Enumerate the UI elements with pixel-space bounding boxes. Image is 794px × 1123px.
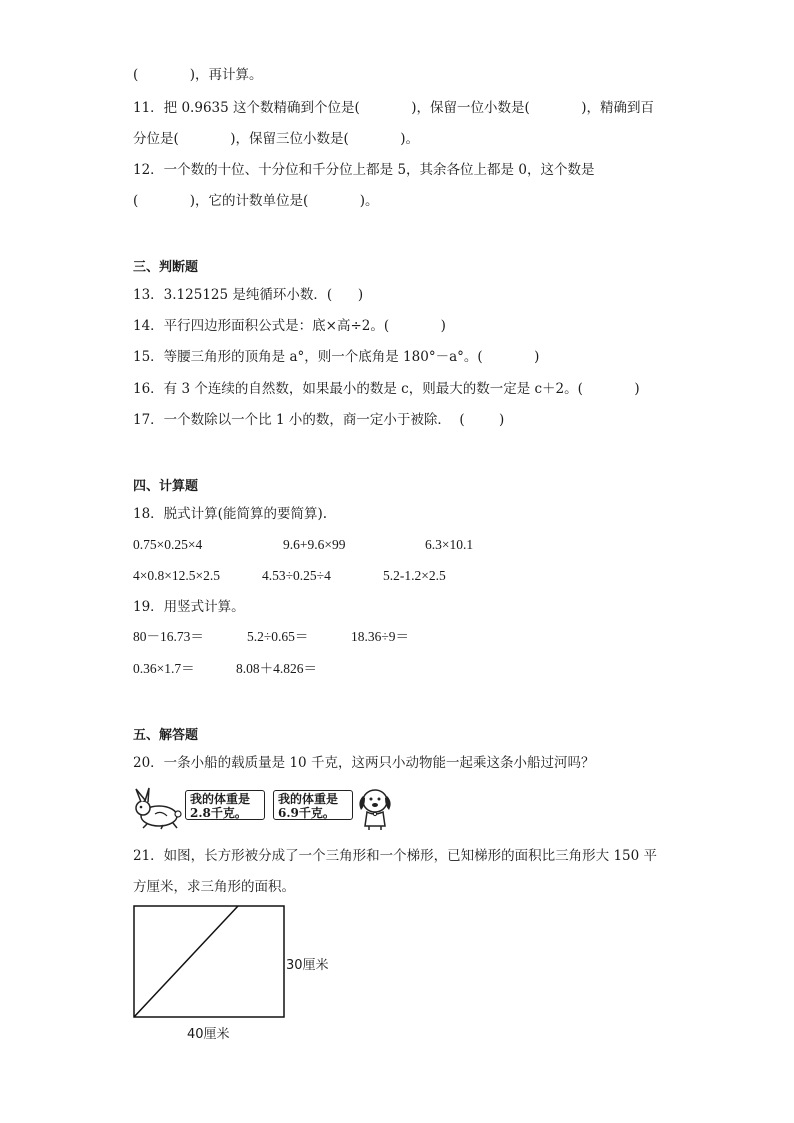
rabbit-bubble-line-1: 我的体重是 xyxy=(190,792,251,806)
question-19-title: 19．用竖式计算。 xyxy=(133,599,245,615)
rabbit-bubble-line-2: 2.8千克。 xyxy=(190,806,247,820)
q19-expression-1: 80－16.73＝ xyxy=(133,629,204,644)
question-21-line-2: 方厘米，求三角形的面积。 xyxy=(133,879,295,895)
question-16: 16．有 3 个连续的自然数，如果最小的数是 c，则最大的数一定是 c＋2。( ) xyxy=(133,381,640,397)
height-label: 30厘米 xyxy=(286,958,329,973)
question-14: 14．平行四边形面积公式是：底×高÷2。( ) xyxy=(133,318,446,334)
dog-bubble-line-1: 我的体重是 xyxy=(278,792,339,806)
dog-bubble-line-2: 6.9千克。 xyxy=(278,806,335,820)
rectangle-diagonal xyxy=(134,906,238,1017)
q19-expression-3: 18.36÷9＝ xyxy=(351,629,410,644)
question-21-line-1: 21．如图，长方形被分成了一个三角形和一个梯形，已知梯形的面积比三角形大 150 平 xyxy=(133,848,658,864)
dog-icon xyxy=(355,786,395,830)
q18-expression-1: 0.75×0.25×4 xyxy=(133,537,203,552)
q19-expression-4: 0.36×1.7＝ xyxy=(133,661,195,676)
rectangle-outline xyxy=(134,906,284,1017)
question-17: 17．一个数除以一个比 1 小的数，商一定小于被除． ( ) xyxy=(133,412,505,428)
question-13: 13．3.125125 是纯循环小数．( ) xyxy=(133,287,364,303)
q18-expression-3: 6.3×10.1 xyxy=(425,537,474,552)
section-4-title: 四、计算题 xyxy=(133,479,199,494)
q18-expression-2: 9.6+9.6×99 xyxy=(283,537,346,552)
question-12-line-1: 12．一个数的十位、十分位和千分位上都是 5，其余各位上都是 0，这个数是 xyxy=(133,162,595,178)
rabbit-speech-bubble xyxy=(185,790,265,820)
question-15: 15．等腰三角形的顶角是 a°，则一个底角是 180°－a°。( ) xyxy=(133,349,540,365)
q20-illustration xyxy=(133,786,393,830)
question-18-title: 18．脱式计算(能简算的要简算). xyxy=(133,506,328,522)
question-20: 20．一条小船的载质量是 10 千克，这两只小动物能一起乘这条小船过河吗？ xyxy=(133,755,595,771)
q18-expression-4: 4×0.8×12.5×2.5 xyxy=(133,568,220,583)
rabbit-icon xyxy=(133,786,187,830)
question-11-line-2: 分位是( )，保留三位小数是( )。 xyxy=(133,131,420,147)
dog-speech-bubble xyxy=(273,790,353,820)
q18-expression-5: 4.53÷0.25÷4 xyxy=(262,568,331,583)
width-label: 40厘米 xyxy=(187,1027,230,1042)
intro-line: ( )，再计算。 xyxy=(133,67,263,83)
section-5-title: 五、解答题 xyxy=(133,728,199,743)
rectangle-diagram xyxy=(133,905,285,1018)
question-12-line-2: ( )，它的计数单位是( )。 xyxy=(133,193,379,209)
question-11-line-1: 11．把 0.9635 这个数精确到个位是( )，保留一位小数是( )，精确到百 xyxy=(133,100,655,116)
section-3-title: 三、判断题 xyxy=(133,260,199,275)
q19-expression-5: 8.08＋4.826＝ xyxy=(236,661,317,676)
q19-expression-2: 5.2÷0.65＝ xyxy=(247,629,309,644)
q18-expression-6: 5.2-1.2×2.5 xyxy=(383,568,446,583)
